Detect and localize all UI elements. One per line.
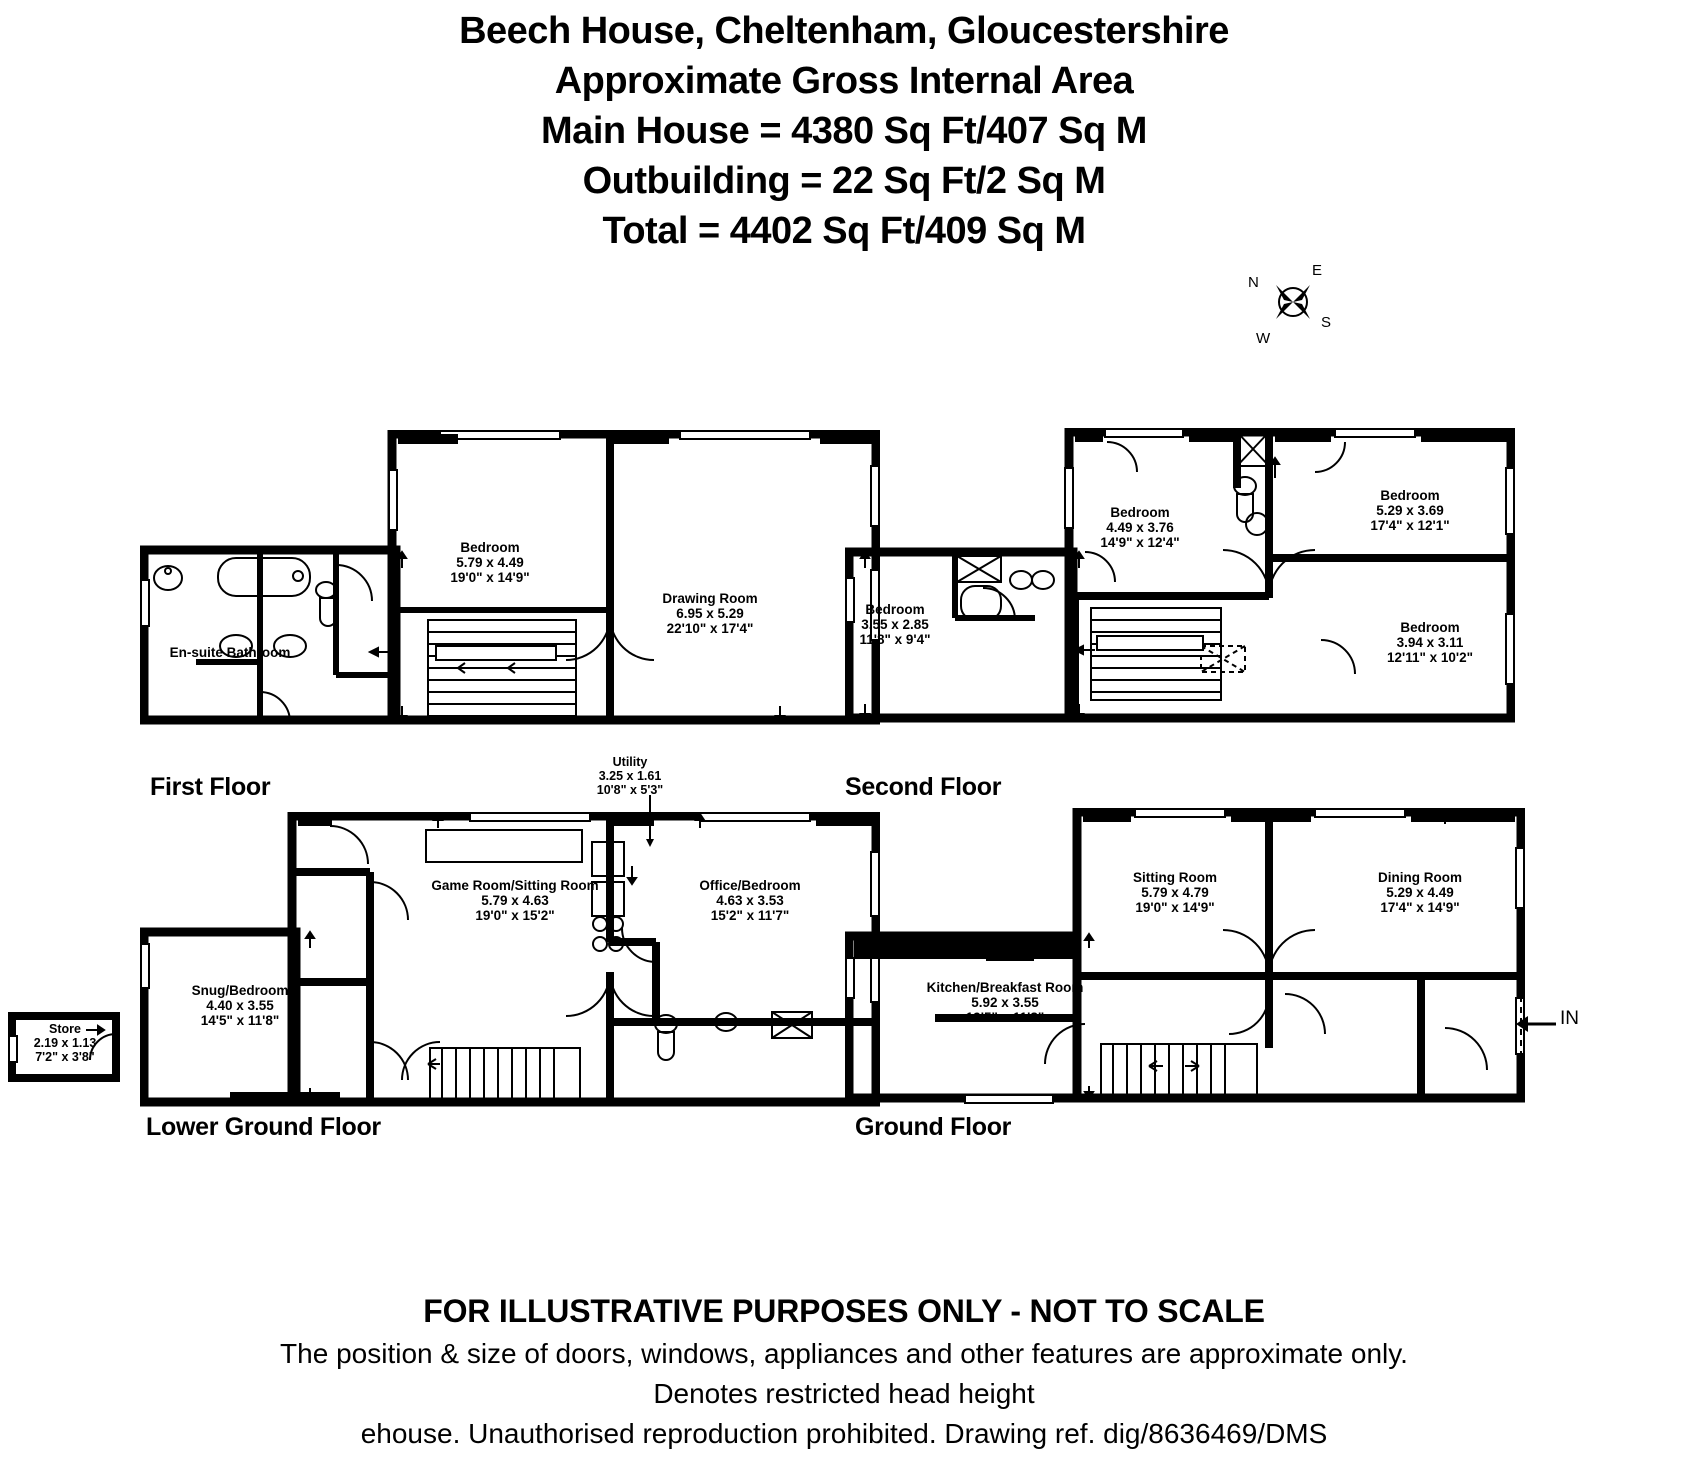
- compass-rose: [1238, 262, 1348, 362]
- title-line-1: Beech House, Cheltenham, Gloucestershire: [459, 10, 1229, 52]
- room-label-store: Store 2.19 x 1.13 7'2" x 3'8": [33, 1022, 97, 1064]
- room-label-drawing-room: Drawing Room 6.95 x 5.29 22'10" x 17'4": [662, 591, 758, 636]
- room-label-second-bedroom-4: Bedroom 3.94 x 3.11 12'11" x 10'2": [1386, 620, 1474, 665]
- disclaimer-line-3: Denotes restricted head height: [653, 1378, 1035, 1409]
- room-label-second-bedroom-1: Bedroom 4.49 x 3.76 14'9" x 12'4": [1100, 505, 1180, 550]
- floorplan-ground-floor: [845, 808, 1525, 1108]
- room-label-office-bedroom: Office/Bedroom 4.63 x 3.53 15'2" x 11'7": [699, 878, 801, 923]
- utility-leader-line: [640, 795, 700, 855]
- floor-label-ground: Ground Floor: [855, 1113, 1012, 1141]
- room-label-sitting-room: Sitting Room 5.79 x 4.79 19'0" x 14'9": [1133, 870, 1217, 915]
- disclaimer-line-1: FOR ILLUSTRATIVE PURPOSES ONLY - NOT TO SCALE: [423, 1293, 1265, 1329]
- room-label-second-bedroom-3: Bedroom 3.55 x 2.85 11'8" x 9'4": [859, 602, 931, 647]
- floor-label-first: First Floor: [150, 773, 271, 801]
- compass-label-w: W: [1256, 330, 1271, 347]
- floorplan-lower-ground-floor: [140, 812, 880, 1112]
- floor-label-lower-ground: Lower Ground Floor: [146, 1113, 381, 1141]
- title-block: [0, 6, 1688, 256]
- disclaimer-line-2: The position & size of doors, windows, appliances and other features are approximate only.: [280, 1338, 1408, 1369]
- disclaimer-line-4: ehouse. Unauthorised reproduction prohibited. Drawing ref. dig/8636469/DMS: [360, 1418, 1328, 1449]
- entrance-indicator: [1512, 1010, 1592, 1040]
- floor-label-second: Second Floor: [845, 773, 1002, 801]
- room-label-kitchen-breakfast: Kitchen/Breakfast Room 5.92 x 3.55 19'5" x 11'8": [926, 980, 1084, 1025]
- floorplan-second-floor: [845, 428, 1515, 728]
- room-label-snug-bedroom: Snug/Bedroom 4.40 x 3.55 14'5" x 11'8": [191, 983, 289, 1028]
- title-line-3: Main House = 4380 Sq Ft/407 Sq M: [541, 110, 1147, 152]
- compass-label-n: N: [1248, 274, 1259, 291]
- title-line-2: Approximate Gross Internal Area: [554, 60, 1134, 102]
- room-label-ensuite-bathroom: En-suite Bathroom: [169, 645, 291, 660]
- title-line-4: Outbuilding = 22 Sq Ft/2 Sq M: [582, 160, 1106, 202]
- room-label-first-bedroom: Bedroom 5.79 x 4.49 19'0" x 14'9": [450, 540, 530, 585]
- room-label-dining-room: Dining Room 5.29 x 4.49 17'4" x 14'9": [1378, 870, 1462, 915]
- compass-label-s: S: [1321, 314, 1332, 331]
- compass-label-e: E: [1312, 262, 1323, 279]
- room-label-second-bedroom-2: Bedroom 5.29 x 3.69 17'4" x 12'1": [1370, 488, 1450, 533]
- entrance-label: IN: [1560, 1008, 1579, 1029]
- room-label-game-room: Game Room/Sitting Room 5.79 x 4.63 19'0" x 15'2": [431, 878, 599, 923]
- room-label-utility: Utility 3.25 x 1.61 10'8" x 5'3": [596, 755, 664, 797]
- title-line-5: Total = 4402 Sq Ft/409 Sq M: [602, 210, 1086, 252]
